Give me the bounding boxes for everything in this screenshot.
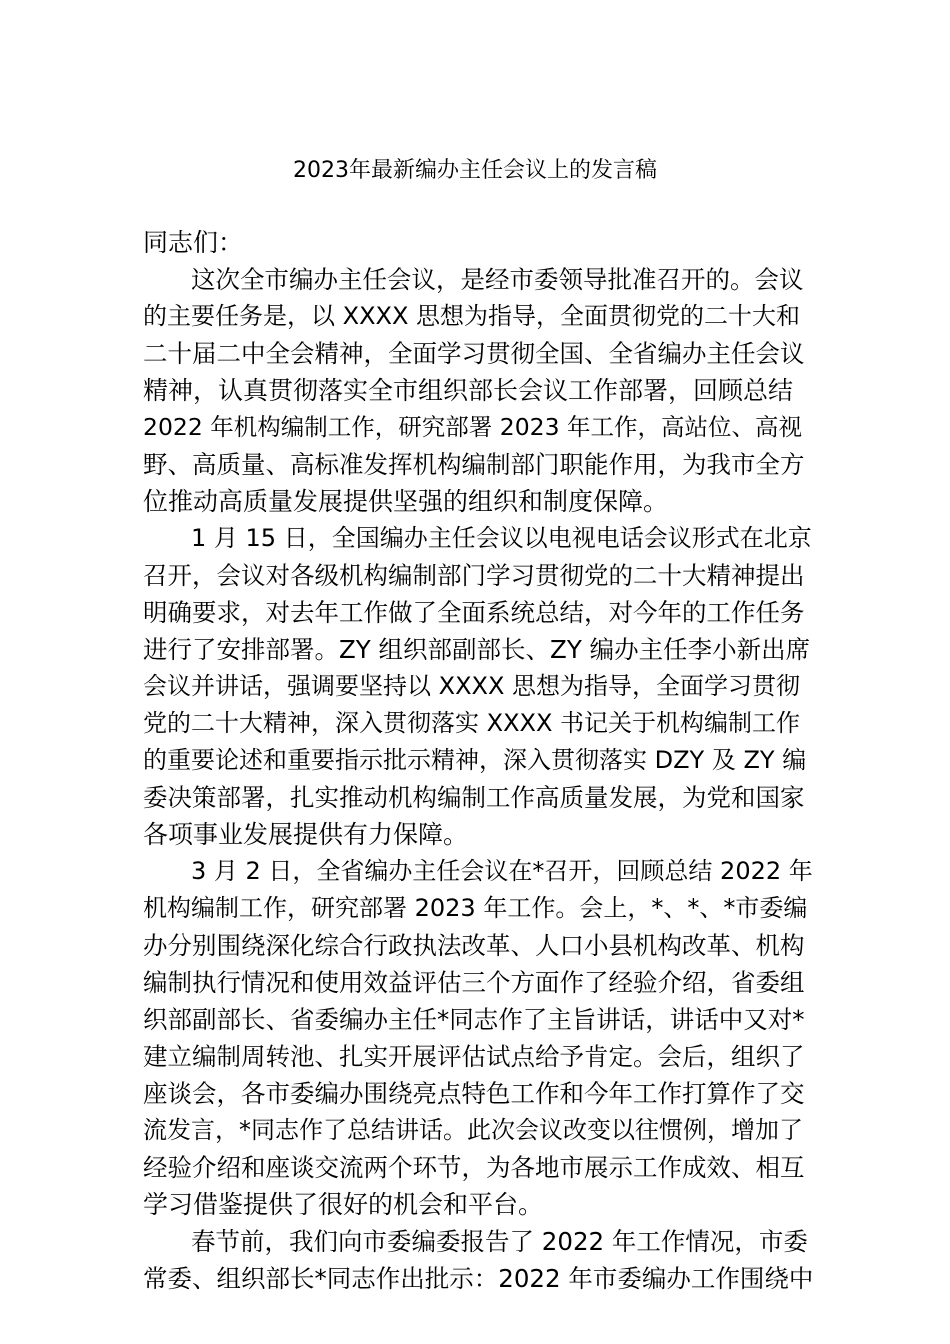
text-line: 精神，认真贯彻落实全市组织部长会议工作部署，回顾总结 — [143, 376, 794, 405]
text-line: 学习借鉴提供了很好的机会和平台。 — [143, 1190, 544, 1219]
text-line: 野、高质量、高标准发挥机构编制部门职能作用，为我市全方 — [143, 450, 805, 479]
text-line: 流发言，*同志作了总结讲话。此次会议改变以往惯例，增加了 — [143, 1116, 803, 1144]
text-line: 位推动高质量发展提供坚强的组织和制度保障。 — [143, 487, 669, 516]
text-line: 各项事业发展提供有力保障。 — [143, 820, 469, 849]
document-title: 2023年最新编办主任会议上的发言稿 — [293, 158, 657, 183]
text-line: 召开，会议对各级机构编制部门学习贯彻党的二十大精神提出 — [143, 561, 805, 590]
text-line: 经验介绍和座谈交流两个环节，为各地市展示工作成效、相互 — [143, 1153, 805, 1182]
text-line: 办分别围绕深化综合行政执法改革、人口小县机构改革、机构 — [143, 931, 805, 960]
text-line: 常委、组织部长*同志作出批示：2022 年市委编办工作围绕中 — [143, 1264, 814, 1293]
paragraph-first-line: 这次全市编办主任会议，是经市委领导批准召开的。会议 — [191, 265, 804, 294]
text-line: 的重要论述和重要指示批示精神，深入贯彻落实 DZY 及 ZY 编 — [143, 746, 807, 774]
text-line: 进行了安排部署。ZY 组织部副部长、ZY 编办主任李小新出席 — [143, 635, 811, 664]
text-line: 委决策部署，扎实推动机构编制工作高质量发展，为党和国家 — [143, 783, 805, 812]
text-line: 机构编制工作，研究部署 2023 年工作。会上，*、*、*市委编 — [143, 894, 808, 922]
text-line: 同志们： — [143, 228, 244, 257]
paragraph-first-line: 3 月 2 日，全省编办主任会议在*召开，回顾总结 2022 年 — [191, 857, 813, 885]
text-line: 会议并讲话，强调要坚持以 XXXX 思想为指导，全面学习贯彻 — [143, 672, 801, 700]
text-line: 建立编制周转池、扎实开展评估试点给予肯定。会后，组织了 — [143, 1042, 805, 1071]
text-line: 织部副部长、省委编办主任*同志作了主旨讲话，讲话中又对* — [143, 1005, 805, 1034]
document-body — [143, 224, 813, 1297]
text-line: 二十届二中全会精神，全面学习贯彻全国、全省编办主任会议 — [143, 339, 805, 368]
paragraph-first-line: 1 月 15 日，全国编办主任会议以电视电话会议形式在北京 — [191, 524, 812, 552]
text-line: 编制执行情况和使用效益评估三个方面作了经验介绍，省委组 — [143, 968, 805, 997]
text-line: 的主要任务是，以 XXXX 思想为指导，全面贯彻党的二十大和 — [143, 302, 801, 330]
text-line: 2022 年机构编制工作，研究部署 2023 年工作，高站位、高视 — [143, 413, 803, 441]
text-line: 明确要求，对去年工作做了全面系统总结，对今年的工作任务 — [143, 598, 805, 627]
paragraph-first-line: 春节前，我们向市委编委报告了 2022 年工作情况，市委 — [191, 1227, 808, 1256]
text-line: 座谈会，各市委编办围绕亮点特色工作和今年工作打算作了交 — [143, 1079, 805, 1108]
text-line: 党的二十大精神，深入贯彻落实 XXXX 书记关于机构编制工作 — [143, 709, 801, 737]
